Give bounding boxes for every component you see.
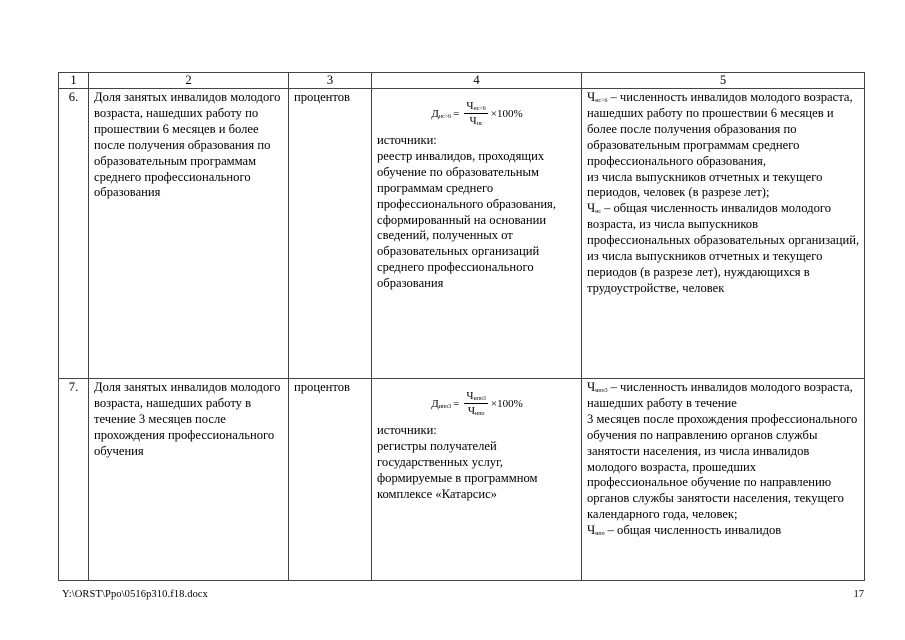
definition-2: $Ч_{ипо}$ – общая численность инвалидов — [587, 523, 782, 538]
formula-numerator: $Ч_{нс>6}$ — [466, 100, 486, 112]
source-text: источники: регистры получателей государственных услуг, формируемые в программном комплексе «Катарсис» — [377, 423, 538, 501]
formula-lhs: $Д_{ипо3}$ — [431, 397, 452, 410]
column-header-1: 1 — [59, 73, 89, 89]
definition-symbol: $Ч_{нс}$ — [587, 201, 602, 216]
unit-cell: процентов — [289, 89, 372, 379]
definition-2: $Ч_{нс}$ – общая численность инвалидов молодого возраста, из числа выпускников профессиональных образовательных организаций, из числа выпускников отчетных и текущего периодов (в разрезе лет), нуждающихся в трудоустройстве, человек — [587, 201, 860, 295]
table-header-row — [59, 73, 865, 89]
column-header-4: 4 — [372, 73, 582, 89]
method-cell — [372, 379, 582, 581]
formula-fraction — [464, 100, 487, 127]
table-row — [59, 89, 865, 379]
indicators-table — [58, 72, 865, 581]
definition-cell — [582, 379, 865, 581]
formula — [377, 390, 577, 417]
definition-1: $Ч_{ипо3}$ – численность инвалидов молодого возраста, нашедших работу в течение 3 месяцев после прохождения профессионального обучения по направлению органов службы занятости населения, из числа инвалидов молодого возраста, прошедших профессиональное обучение по направлению органов службы занятости населения, текущего календарного года, человек; — [587, 380, 858, 522]
definition-symbol: $Ч_{ипо}$ — [587, 523, 605, 538]
formula-multiplier: ×100% — [490, 397, 523, 410]
row-number: 6. — [59, 89, 89, 379]
footer-page-number: 17 — [853, 589, 864, 600]
formula-equals: = — [453, 107, 460, 120]
formula-fraction — [464, 390, 488, 417]
definition-cell — [582, 89, 865, 379]
formula-lhs: $Д_{нс>6}$ — [431, 107, 452, 120]
definition-symbol: $Ч_{нс>6}$ — [587, 90, 608, 104]
indicator-name: Доля занятых инвалидов молодого возраста, нашедших работу в течение 3 месяцев после прохождения профессионального обучения — [89, 379, 289, 581]
formula-denominator: $Ч_{ипо}$ — [467, 405, 485, 417]
method-cell — [372, 89, 582, 379]
definition-1: $Ч_{нс>6}$ – численность инвалидов молодого возраста, нашедших работу по прошествии 6 месяцев и более после получения образования по образовательным программам среднего профессионального образования, из числа выпускников отчетных и текущего периодов, человек (в разрезе лет); — [587, 90, 853, 200]
column-header-2: 2 — [89, 73, 289, 89]
formula-numerator: $Ч_{ипо3}$ — [466, 390, 486, 402]
unit-cell: процентов — [289, 379, 372, 581]
source-text: источники: реестр инвалидов, проходящих обучение по образовательным программам среднего профессионального образования, сформированный на основании сведений, полученных от образовательных организаций среднего профессионального образования — [377, 133, 556, 291]
formula-denominator: $Ч_{нс}$ — [469, 115, 483, 127]
definition-symbol: $Ч_{ипо3}$ — [587, 380, 608, 394]
indicator-name: Доля занятых инвалидов молодого возраста, нашедших работу по прошествии 6 месяцев и более после получения образования по образовательным программам среднего профессионального образования — [89, 89, 289, 379]
table-row — [59, 379, 865, 581]
column-header-3: 3 — [289, 73, 372, 89]
footer-file-path: Y:\ORST\Ppo\0516p310.f18.docx — [62, 589, 209, 600]
formula — [377, 100, 577, 127]
formula-multiplier: ×100% — [490, 107, 523, 120]
column-header-5: 5 — [582, 73, 865, 89]
row-number: 7. — [59, 379, 89, 581]
formula-equals: = — [453, 397, 460, 410]
